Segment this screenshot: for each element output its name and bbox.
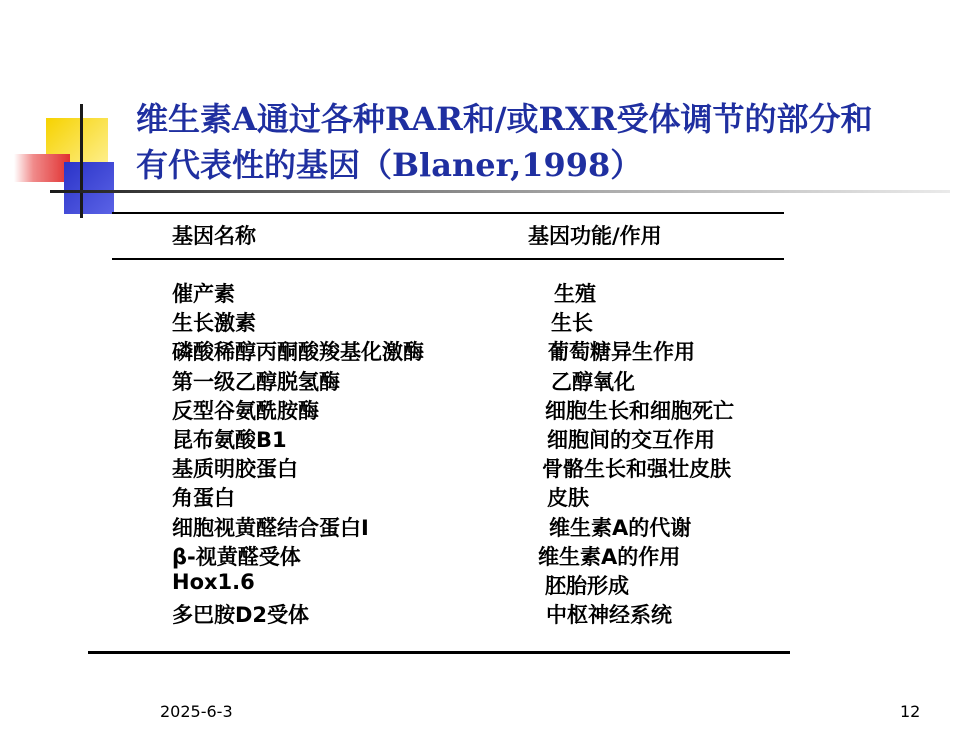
table-row [0, 512, 980, 541]
gene-name-cell: 细胞视黄醛结合蛋白Ⅰ [172, 515, 369, 540]
table-row [0, 366, 980, 395]
decor-red-bar [14, 154, 70, 182]
table-row [0, 336, 980, 365]
gene-function-cell: 细胞生长和细胞死亡 [545, 398, 734, 423]
table-row [0, 570, 980, 599]
table-top-rule [112, 212, 784, 214]
gene-function-cell: 生长 [551, 311, 593, 336]
gene-name-cell: 生长激素 [172, 311, 256, 336]
gene-name-cell: 基质明胶蛋白 [172, 457, 298, 482]
table-row [0, 424, 980, 453]
gene-function-cell: 葡萄糖异生作用 [548, 340, 695, 365]
gene-name-cell: Hox1.6 [172, 570, 255, 594]
gene-name-cell: 反型谷氨酰胺酶 [172, 398, 319, 423]
gene-name-cell: 第一级乙醇脱氢酶 [172, 369, 340, 394]
gene-function-cell: 骨骼生长和强壮皮肤 [542, 457, 731, 482]
gene-function-cell: 乙醇氧化 [551, 369, 635, 394]
decor-vertical-line [80, 104, 83, 218]
slide-title-line2: 有代表性的基因（Blaner,1998） [136, 146, 643, 184]
table-header-rule [112, 258, 784, 260]
slide-title-line1: 维生素A通过各种RAR和/或RXR受体调节的部分和 [136, 100, 873, 138]
gene-name-cell: 昆布氨酸B1 [172, 428, 287, 452]
gene-name-cell: 多巴胺D2受体 [172, 603, 310, 628]
footer-date: 2025-6-3 [160, 702, 233, 721]
decor-blue-square [64, 162, 114, 214]
table-row [0, 453, 980, 482]
table-row [0, 395, 980, 424]
gene-function-cell: 皮肤 [547, 486, 589, 511]
column-header-function: 基因功能/作用 [528, 224, 662, 248]
gene-function-cell: 生殖 [554, 282, 596, 306]
table-row [0, 599, 980, 628]
gene-name-cell: β-视黄醛受体 [172, 544, 301, 569]
column-header-gene-name: 基因名称 [172, 224, 256, 248]
table-row [0, 307, 980, 336]
gene-name-cell: 催产素 [172, 282, 235, 306]
gene-function-cell: 细胞间的交互作用 [547, 428, 715, 452]
slide-title [136, 96, 956, 188]
table-row [0, 482, 980, 511]
page-number: 12 [900, 702, 921, 721]
table-bottom-rule [88, 651, 790, 654]
gene-function-cell: 维生素A的代谢 [549, 515, 692, 540]
table-row [0, 541, 980, 570]
gene-name-cell: 角蛋白 [172, 486, 235, 511]
gene-function-cell: 胚胎形成 [545, 574, 629, 598]
gene-function-cell: 维生素A的作用 [538, 544, 681, 569]
gene-name-cell: 磷酸稀醇丙酮酸羧基化激酶 [172, 340, 424, 365]
title-underline [50, 190, 950, 193]
gene-function-cell: 中枢神经系统 [546, 603, 672, 628]
table-row [0, 278, 980, 307]
